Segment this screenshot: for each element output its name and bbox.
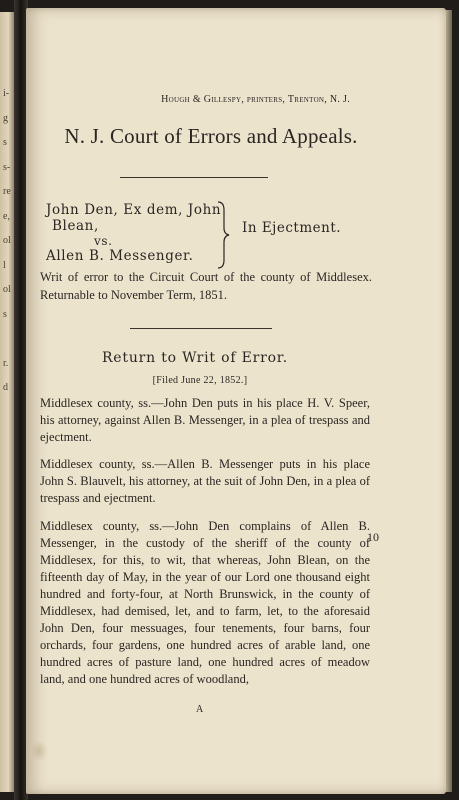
paragraph-speer-attorney: Middlesex county, ss.—John Den puts in his place H. V. Speer, his attorney, against Allen B. Messenger, in a plea of trespass and ejectment. (40, 396, 370, 444)
section-divider (130, 328, 272, 329)
case-defendant: Allen B. Messenger. (46, 248, 194, 264)
page-title: N. J. Court of Errors and Appeals. (64, 124, 358, 148)
page-right-edge (446, 10, 452, 792)
paragraph-complaint: Middlesex county, ss.—John Den complains of Allen B. Messenger, in the custody of the sheriff of the county of Middlesex, for this, to wit, that whereas, John Blean, on the fifteenth day of May, in the year of our Lord one thousand eight hundred and forty-four, at North Brunswick, in the county of Middlesex, had demised, let, and to farm, let, to the aforesaid John Den, four messuages, four tenements, four barns, four orchards, four gardens, one hundred acres of arable land, one hundred acres of pasture land, one hundred acres of meadow land, and one hundred acres of woodland, (40, 519, 370, 686)
case-caption (46, 202, 366, 272)
writ-of-error-text: Writ of error to the Circuit Court of the county of Middlesex. Returnable to November Term, 1851. (40, 270, 372, 302)
paragraph-blauvelt-attorney: Middlesex county, ss.—Allen B. Messenger puts in his place John S. Blauvelt, his attorney, at the suit of John Den, in a plea of trespass and ejectment. (40, 457, 370, 505)
case-plaintiff-line-2: Blean, (52, 218, 99, 234)
title-divider (120, 177, 268, 178)
case-versus: vs. (94, 234, 113, 248)
previous-page-margin-text: i- g s s- re e, ol l ol s r. d (3, 88, 11, 393)
previous-page-edge (0, 12, 14, 792)
case-plaintiff-line-1: John Den, Ex dem, John (46, 202, 222, 218)
signature-mark: A (196, 704, 204, 715)
filed-date: [Filed June 22, 1852.] (152, 375, 248, 386)
margin-line-number: 10 (367, 530, 379, 544)
brace-icon (216, 200, 230, 270)
paper-stain (30, 740, 48, 762)
printer-header: Hough & Gillespy, printers, Trenton, N. J. (161, 94, 350, 105)
case-action: In Ejectment. (242, 220, 342, 236)
return-heading: Return to Writ of Error. (101, 350, 289, 366)
